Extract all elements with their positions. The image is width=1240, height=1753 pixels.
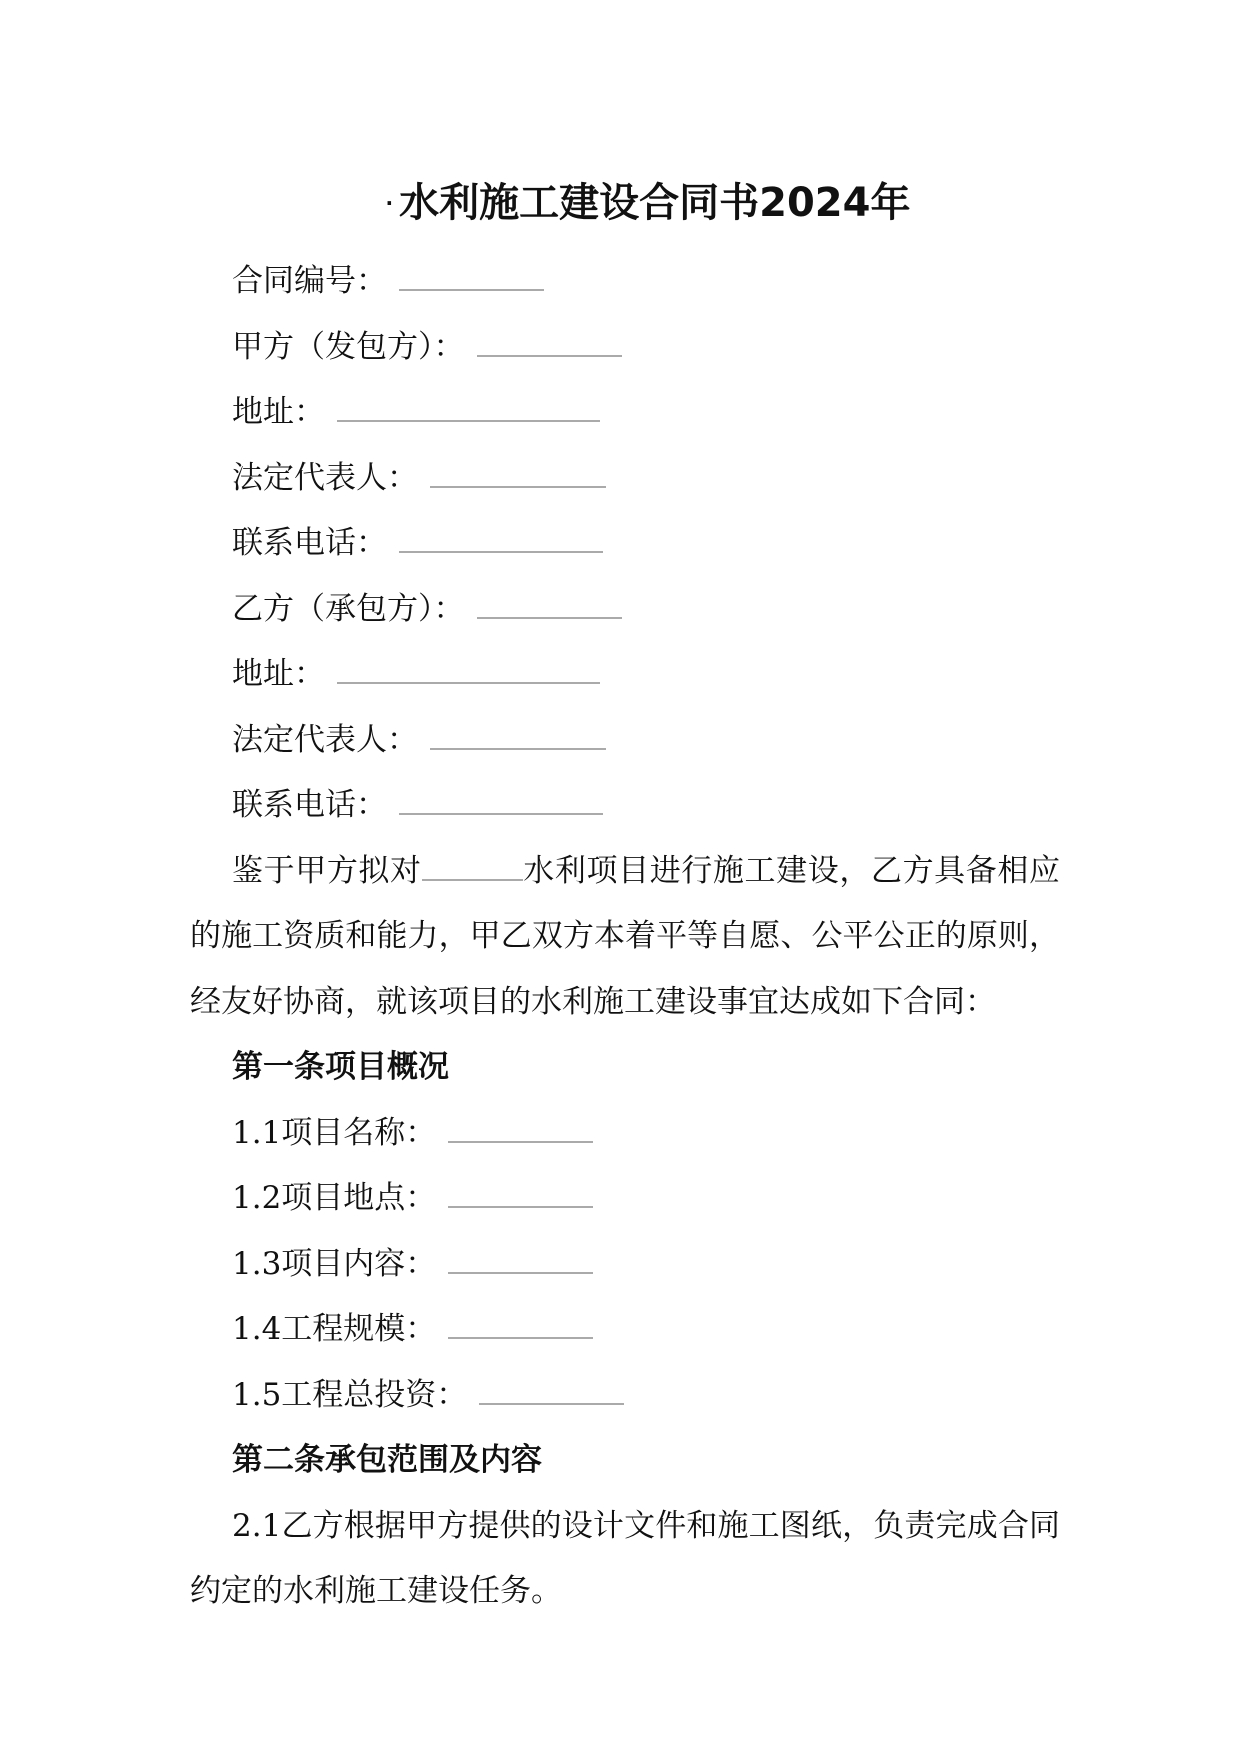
party-a-address-row [190, 380, 1060, 446]
party-a-address-label: 地址： [232, 394, 325, 430]
project-name-blank [422, 849, 523, 881]
party-a-blank [477, 325, 622, 357]
item-blank [448, 1176, 593, 1208]
article-1-item [190, 1166, 1060, 1232]
party-b-phone-row [190, 773, 1060, 839]
item-blank [448, 1242, 593, 1274]
item-label: 1.5工程总投资： [232, 1376, 468, 1413]
party-a-label: 甲方（发包方）： [232, 328, 465, 365]
preamble-paragraph [190, 839, 1060, 1036]
party-b-rep-blank [430, 718, 606, 750]
party-b-rep-row [190, 708, 1060, 774]
party-a-row [190, 315, 1060, 381]
contract-number-blank [399, 259, 544, 291]
item-label: 1.4工程规模： [232, 1311, 437, 1347]
party-b-address-label: 地址： [232, 656, 325, 692]
party-b-phone-blank [399, 783, 603, 815]
preamble-text-start: 鉴于甲方拟对 [232, 852, 422, 889]
item-label: 1.2项目地点： [232, 1180, 437, 1216]
title-mark: · [385, 191, 394, 215]
contract-number-row [190, 249, 1060, 315]
contract-number-label: 合同编号： [232, 263, 387, 299]
article-2-heading: 第二条承包范围及内容 [232, 1442, 542, 1478]
party-b-address-blank [337, 652, 600, 684]
article-1-item [190, 1297, 1060, 1363]
party-b-label: 乙方（承包方）： [232, 590, 465, 627]
party-a-phone-label: 联系电话： [232, 525, 387, 561]
article-1-item [190, 1101, 1060, 1167]
document-body [190, 249, 1060, 1625]
party-b-rep-label: 法定代表人： [232, 721, 418, 758]
party-a-address-blank [337, 390, 600, 422]
title-text: 水利施工建设合同书2024年 [399, 180, 911, 226]
article-1-item [190, 1363, 1060, 1429]
item-blank [448, 1307, 593, 1339]
party-b-address-row [190, 642, 1060, 708]
article-1-heading: 第一条项目概况 [232, 1049, 449, 1085]
party-a-rep-blank [430, 456, 606, 488]
party-a-rep-label: 法定代表人： [232, 459, 418, 496]
article-1-item [190, 1232, 1060, 1298]
party-b-blank [477, 587, 622, 619]
item-blank [448, 1111, 593, 1143]
party-a-phone-row [190, 511, 1060, 577]
party-b-phone-label: 联系电话： [232, 787, 387, 823]
item-label: 1.1项目名称： [232, 1114, 437, 1151]
document-title [0, 178, 1240, 228]
preamble-text-end: 水利项目进行施工建设，乙方具备相应的施工资质和能力，甲乙双方本着平等自愿、公平公正的原则，经友好协商，就该项目的水利施工建设事宜达成如下合同： [190, 852, 1061, 1020]
item-blank [479, 1373, 624, 1405]
party-a-phone-blank [399, 521, 603, 553]
party-b-row [190, 577, 1060, 643]
article-2-paragraph: 2.1乙方根据甲方提供的设计文件和施工图纸，负责完成合同约定的水利施工建设任务。 [190, 1507, 1060, 1609]
party-a-rep-row [190, 446, 1060, 512]
item-label: 1.3项目内容： [232, 1245, 437, 1282]
